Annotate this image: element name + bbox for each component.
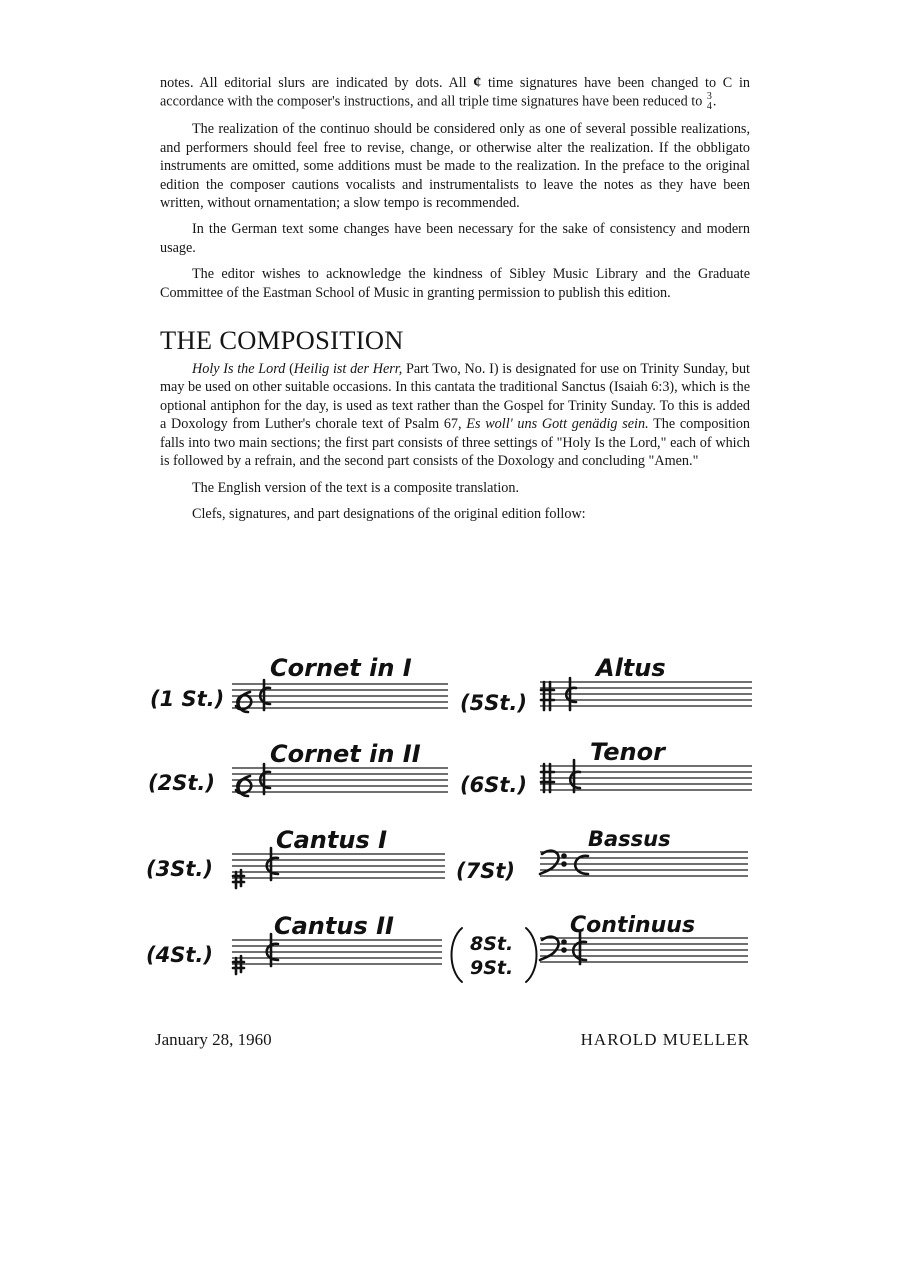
part-name-continuus: Continuus — [570, 913, 696, 938]
part-number-6: (6St.) — [460, 773, 527, 797]
chorale-title: Es woll' uns Gott genädig sein. — [466, 416, 649, 433]
part-number-7: (7St) — [456, 859, 515, 883]
part-name-bassus: Bassus — [588, 827, 671, 851]
part-name-tenor: Tenor — [590, 738, 665, 766]
paragraph-acknowledgement: The editor wishes to acknowledge the kindness of Sibley Music Library and the Graduate Committee of the Eastman School of Music in granting permission to publish this edition. — [160, 266, 750, 301]
text-span: Part Two, No. I) is designated for use on Trinity Sunday, but may be used on other suitable occasions. In this cantata the traditional Sanctus (Isaiah 6:3), which is the optional antiphon for the day, is used as text rather than the Gospel for Trinity Sunday. To this is added a Doxology from Luther's chorale text of Psalm 67, — [160, 361, 750, 433]
text-span: . — [712, 93, 717, 110]
fraction-denominator: 4 — [706, 101, 712, 113]
section-title: THE COMPOSITION — [160, 325, 404, 356]
clef-examples — [140, 640, 760, 1000]
cantata-title-german: Heilig ist der Herr, — [293, 361, 403, 378]
part-number-8: 8St. — [470, 933, 514, 955]
staff-7 — [540, 852, 748, 876]
text-column — [160, 74, 750, 531]
paragraph-editorial-notes — [160, 74, 750, 112]
date: January 28, 1960 — [155, 1030, 272, 1049]
paragraph-composition — [160, 360, 750, 470]
staff-3 — [232, 854, 445, 878]
part-number-9: 9St. — [470, 957, 514, 979]
staff-4 — [232, 940, 442, 964]
clef-icon — [233, 870, 244, 888]
time-signature-fraction — [707, 92, 712, 112]
paragraph-german-text: In the German text some changes have been necessary for the sake of consistency and modern usage. — [160, 221, 750, 256]
time-signature-icon — [570, 760, 580, 792]
part-name-cornet-1: Cornet in I — [270, 654, 412, 682]
part-number-5: (5St.) — [460, 691, 527, 715]
part-name-cornet-2: Cornet in II — [270, 740, 421, 768]
staff-figure — [140, 640, 760, 1000]
part-number-3: (3St.) — [146, 857, 213, 881]
staff-8 — [540, 938, 748, 962]
paragraph-continuo: The realization of the continuo should be considered only as one of several possible realizations, and performers should feel free to revise, change, or otherwise alter the realization. If the obbligato instruments are omitted, some additions must be made to the realization. In the preface to the original edition the composer cautions vocalists and instrumentalists to leave the notes as they have been written, without ornamentation; a slow tempo is recommended. — [160, 121, 750, 212]
part-name-cantus-1: Cantus I — [276, 826, 388, 854]
text-span: ( — [285, 361, 294, 378]
clef-icon — [233, 956, 244, 974]
paragraph-translation: The English version of the text is a composite translation. — [192, 479, 520, 496]
author-name: HAROLD MUELLER — [580, 1030, 750, 1049]
part-name-altus: Altus — [596, 654, 666, 682]
text-span: notes. All editorial slurs are indicated by dots. All — [160, 75, 467, 91]
text-span: The composition falls into two main sections; the first part consists of three settings of "Holy Is the Lord," each of which is followed by a refrain, and the second part consists of the Doxology and concluding "Amen." — [160, 416, 751, 470]
paragraph-clefs-intro: Clefs, signatures, and part designations of the original edition follow: — [192, 505, 586, 522]
cut-time-icon: ¢ — [473, 74, 482, 91]
cantata-title: Holy Is the Lord — [192, 361, 286, 378]
signature-line — [155, 1030, 750, 1054]
part-number-1: (1 St.) — [150, 687, 225, 711]
part-number-2: (2St.) — [148, 771, 215, 795]
part-number-4: (4St.) — [146, 943, 213, 967]
part-name-cantus-2: Cantus II — [274, 912, 394, 940]
text-span: time signatures have been changed to C in accordance with the composer's instructions, and all triple time signatures have been reduced to — [160, 75, 750, 110]
fraction-numerator: 3 — [706, 91, 712, 103]
